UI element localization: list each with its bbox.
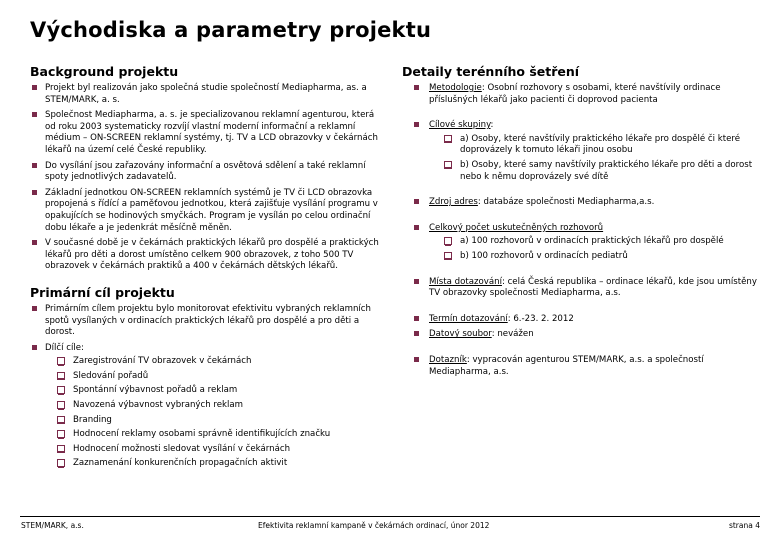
address-source-label: Zdroj adres	[429, 197, 478, 208]
square-bullet-icon	[414, 331, 419, 336]
checkbox-bullet-icon	[444, 161, 452, 169]
square-bullet-icon	[414, 85, 419, 90]
checkbox-bullet-icon	[57, 386, 65, 394]
sub-list-item: Branding	[57, 415, 380, 427]
background-list	[30, 83, 380, 273]
address-source-item: Zdroj adres: databáze společnosti Mediapharma,a.s.	[402, 197, 767, 209]
footer-company: STEM/MARK, a.s.	[21, 521, 84, 530]
sub-list-item: b) 100 rozhovorů v ordinacích pediatrů	[444, 251, 767, 263]
questionnaire-item: Dotazník: vypracován agenturou STEM/MARK, a.s. a společností Mediapharma, a.s.	[402, 355, 767, 378]
square-bullet-icon	[32, 345, 37, 350]
square-bullet-icon	[414, 279, 419, 284]
square-bullet-icon	[32, 190, 37, 195]
right-column	[402, 64, 767, 382]
square-bullet-icon	[32, 240, 37, 245]
interview-count-item	[402, 223, 767, 263]
square-bullet-icon	[414, 199, 419, 204]
list-item: Společnost Mediapharma, a. s. je specializovanou reklamní agenturou, která od roku 2003 systematicky rozvíjí vlastní moderní informační a reklamní médium – ON-SCREEN reklamní systémy, tj. TV a LCD obrazovky v čekárnách lékařů na území celé České republiky.	[30, 110, 380, 156]
sub-list-item: b) Osoby, které samy navštívily praktického lékaře pro děti a dorost nebo k němu doprovázely své dítě	[444, 160, 767, 183]
survey-places-label: Místa dotazování	[429, 276, 502, 287]
square-bullet-icon	[414, 357, 419, 362]
square-bullet-icon	[32, 112, 37, 117]
square-bullet-icon	[414, 225, 419, 230]
list-item: Projekt byl realizován jako společná studie společností Mediapharma, as. a STEM/MARK, a. s.	[30, 83, 380, 106]
target-groups-list	[444, 134, 767, 183]
interview-count-label: Celkový počet uskutečněných rozhovorů	[429, 222, 604, 233]
footer-divider	[20, 516, 760, 517]
square-bullet-icon	[32, 85, 37, 90]
checkbox-bullet-icon	[57, 401, 65, 409]
field-details-heading: Detaily terénního šetření	[402, 64, 580, 79]
list-item: Primárním cílem projektu bylo monitorovat efektivitu vybraných reklamních spotů vysílaných v ordinacích praktických lékařů pro dospělé a pro děti a dorost.	[30, 304, 380, 339]
checkbox-bullet-icon	[57, 459, 65, 467]
sub-list-item: a) 100 rozhovorů v ordinacích praktických lékařů pro dospělé	[444, 236, 767, 248]
checkbox-bullet-icon	[57, 416, 65, 424]
checkbox-bullet-icon	[57, 430, 65, 438]
survey-term-item: Termín dotazování: 6.-23. 2. 2012	[402, 314, 767, 326]
survey-places-item: Místa dotazování: celá Česká republika – ordinace lékařů, kde jsou umístěny TV obrazovky společnosti Mediapharma, a.s.	[402, 277, 767, 300]
sub-list-item: Hodnocení možnosti sledovat vysílání v čekárnách	[57, 444, 380, 456]
goal-list	[30, 304, 380, 470]
survey-term-label: Termín dotazování	[429, 313, 508, 324]
square-bullet-icon	[32, 306, 37, 311]
checkbox-bullet-icon	[444, 135, 452, 143]
target-groups-item: Cílové skupiny: a) Osoby, které navštívily praktického lékaře pro dospělé či které doprovázely k tomuto lékaři jinou osobu b) Osoby, které samy navštívily praktického lékaře pro děti a dorost nebo k němu doprovázely své dítě	[402, 120, 767, 183]
left-column	[30, 64, 380, 474]
dataset-label: Datový soubor	[429, 329, 492, 340]
sub-list-item: Zaregistrování TV obrazovek v čekárnách	[57, 356, 380, 368]
partial-goals-list	[57, 356, 380, 470]
checkbox-bullet-icon	[57, 445, 65, 453]
dataset-item: Datový soubor: nevážen	[402, 329, 767, 341]
page-title: Východiska a parametry projektu	[30, 18, 432, 42]
methodology-item: Metodologie: Osobní rozhovory s osobami, které navštívily ordinace příslušných lékařů jako pacienti či doprovod pacienta	[402, 83, 767, 106]
list-item: Dílčí cíle: Zaregistrování TV obrazovek v čekárnách Sledování pořadů Spontánní výbavnost pořadů a reklam Navozená výbavnost vybraných reklam Branding Hodnocení reklamy osobami správně identifikujících značku Hodnocení možnosti sledovat vysílání v čekárnách Zaznamenání konkurenčních propagačních aktivit	[30, 343, 380, 470]
checkbox-bullet-icon	[57, 372, 65, 380]
checkbox-bullet-icon	[444, 252, 452, 260]
checkbox-bullet-icon	[57, 357, 65, 365]
square-bullet-icon	[32, 163, 37, 168]
goal-heading: Primární cíl projektu	[30, 284, 175, 300]
checkbox-bullet-icon	[444, 237, 452, 245]
methodology-label: Metodologie	[429, 83, 482, 93]
list-item: V současné době je v čekárnách praktických lékařů pro dospělé a praktických lékařů pro děti a dorost umístěno celkem 900 obrazovek, z toho 500 TV obrazovek v čekárnách praktiků a 400 v čekárnách dětských lékařů.	[30, 238, 380, 273]
square-bullet-icon	[414, 122, 419, 127]
page-number: strana 4	[728, 521, 760, 530]
questionnaire-label: Dotazník	[429, 354, 467, 365]
sub-list-item: Sledování pořadů	[57, 371, 380, 383]
square-bullet-icon	[414, 316, 419, 321]
sub-list-item: Zaznamenání konkurenčních propagačních aktivit	[57, 458, 380, 470]
target-groups-label: Cílové skupiny	[429, 120, 491, 131]
sub-list-item: Hodnocení reklamy osobami správně identifikujících značku	[57, 429, 380, 441]
interview-count-list	[444, 236, 767, 262]
field-details-list	[402, 83, 767, 378]
sub-list-item: Navozená výbavnost vybraných reklam	[57, 400, 380, 412]
sub-list-item: a) Osoby, které navštívily praktického lékaře pro dospělé či které doprovázely k tomuto lékaři jinou osobu	[444, 134, 767, 157]
sub-list-item: Spontánní výbavnost pořadů a reklam	[57, 385, 380, 397]
footer-document-title: Efektivita reklamní kampaně v čekárnách ordinací, únor 2012	[258, 521, 490, 530]
list-item: Základní jednotkou ON-SCREEN reklamních systémů je TV či LCD obrazovka propojená s řídící a paměťovou jednotkou, která zajišťuje vysílání programu v opakujících se hodinových smyčkách. Program je vysílán po celou ordinační dobu lékaře a je jedenkrát měsíčně měněn.	[30, 188, 380, 234]
list-item: Do vysílání jsou zařazovány informační a osvětová sdělení a také reklamní spoty jednotlivých zadavatelů.	[30, 161, 380, 184]
background-heading: Background projektu	[30, 64, 179, 79]
